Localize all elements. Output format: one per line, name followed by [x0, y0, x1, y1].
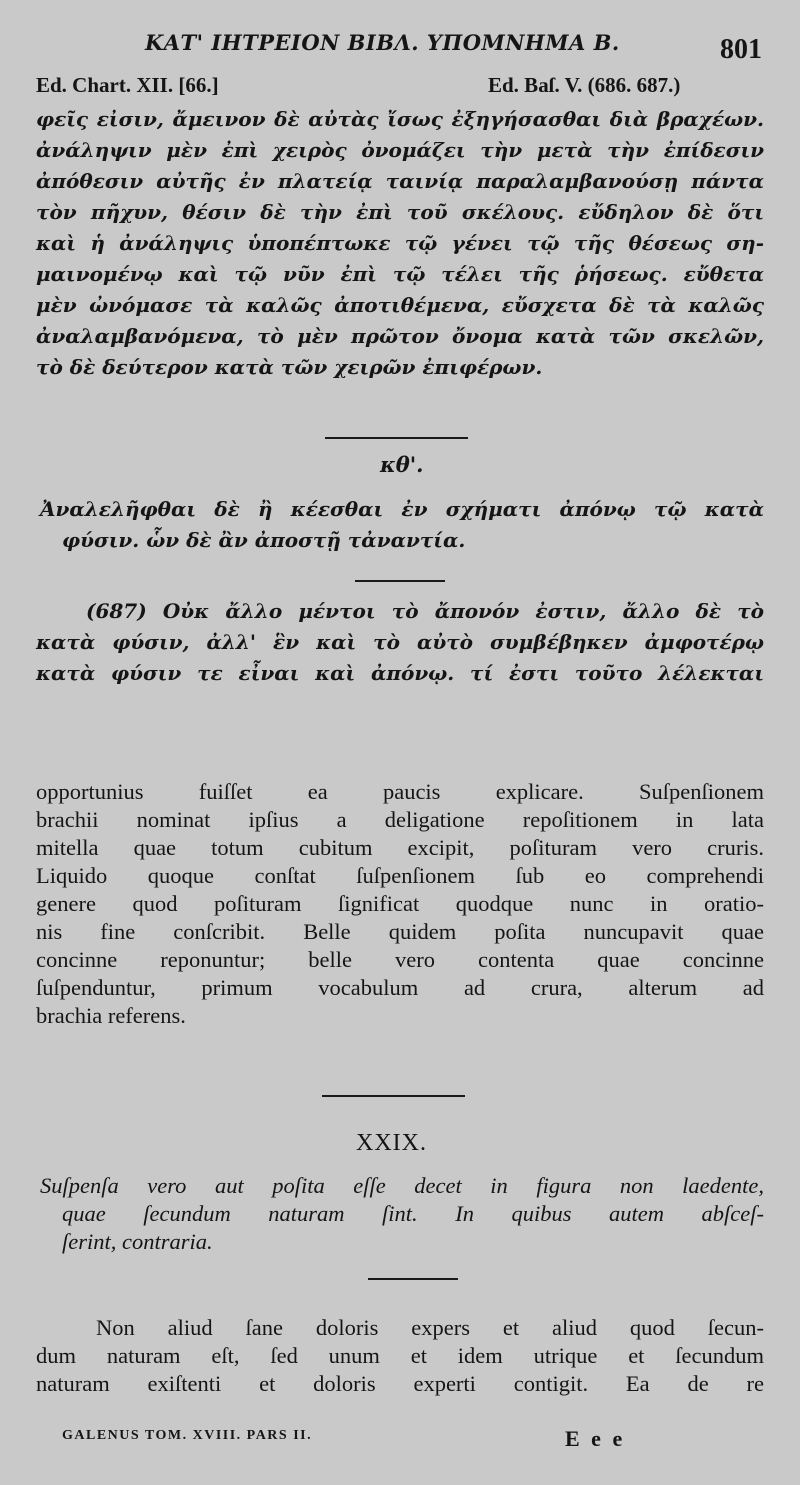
text-line: ἀναλαμβανόμενα, τὸ μὲν πρῶτον ὄνομα κατὰ τῶν σκελῶν,: [36, 324, 764, 348]
text-line: ſuſpenduntur, primum vocabulum ad crura, alterum ad: [36, 975, 764, 1000]
latin-lemma: [40, 1172, 764, 1256]
text-line: genere quod poſituram ſignificat quodque nunc in oratio-: [36, 891, 764, 916]
text-line: dum naturam eſt, ſed unum et idem utrique et ſecundum: [36, 1343, 764, 1368]
text-line: ἀνάληψιν μὲν ἐπὶ χειρὸς ὀνομάζει τὴν μετὰ τὴν ἐπίδεσιν: [36, 138, 764, 162]
text-line: καὶ ἡ ἀνάληψις ὑποπέπτωκε τῷ γένει τῷ τῆς θέσεως ση-: [36, 231, 764, 255]
page-number: 801: [720, 34, 762, 65]
section-divider: [368, 1278, 458, 1280]
running-title: ΚΑΤ' ΙΗΤΡΕΙΟΝ ΒΙΒΛ. ΥΠΟΜΝΗΜΑ Β.: [145, 30, 620, 55]
greek-commentary-2: [36, 596, 764, 689]
text-line: φύσιν. ὧν δὲ ἂν ἀποστῇ τἀναντία.: [62, 528, 466, 552]
text-line: ſerint, contraria.: [62, 1229, 213, 1254]
latin-section-number: XXIX.: [356, 1130, 427, 1156]
text-line: Ἀναλελῆφθαι δὲ ἢ κέεσθαι ἐν σχήματι ἀπόνῳ τῷ κατὰ: [40, 497, 764, 521]
text-line: κατὰ φύσιν, ἀλλ' ἓν καὶ τὸ αὐτὸ συμβέβηκεν ἀμφοτέρῳ: [36, 630, 764, 654]
greek-section-number: κθ'.: [380, 452, 424, 477]
text-line: φεῖς εἰσιν, ἄμεινον δὲ αὐτὰς ἴσως ἐξηγήσασθαι διὰ βραχέων.: [36, 107, 764, 131]
section-divider: [322, 1095, 465, 1097]
text-line: Non aliud ſane doloris expers et aliud quod ſecun-: [96, 1315, 764, 1340]
section-divider: [355, 580, 445, 582]
text-line: ἀπόθεσιν αὐτῆς ἐν πλατείᾳ ταινίᾳ παραλαμβανούσῃ πάντα: [36, 169, 764, 193]
edition-reference-basel: Ed. Baſ. V. (686. 687.): [488, 73, 681, 97]
text-line: nis fine conſcribit. Belle quidem poſita nuncupavit quae: [36, 919, 764, 944]
text-line: brachii nominat ipſius a deligatione repoſitionem in lata: [36, 807, 764, 832]
text-line: κατὰ φύσιν τε εἶναι καὶ ἀπόνῳ. τί ἐστι τοῦτο λέλεκται: [36, 661, 764, 685]
edition-reference-chartier: Ed. Chart. XII. [66.]: [36, 73, 219, 97]
signature-mark: E e e: [565, 1426, 626, 1451]
latin-commentary-1: [36, 778, 764, 1030]
text-line: Suſpenſa vero aut poſita eſſe decet in figura non laedente,: [40, 1173, 764, 1198]
text-line: τὸν πῆχυν, θέσιν δὲ τὴν ἐπὶ τοῦ σκέλους. εὔδηλον δὲ ὅτι: [36, 200, 764, 224]
text-line: quae ſecundum naturam ſint. In quibus autem abſceſ-: [62, 1201, 764, 1226]
text-line: brachia referens.: [36, 1003, 186, 1028]
text-line: (687) Οὐκ ἄλλο μέντοι τὸ ἄπονόν ἐστιν, ἄλλο δὲ τὸ: [86, 599, 764, 623]
text-line: naturam exiſtenti et doloris experti contigit. Ea de re: [36, 1371, 764, 1396]
text-line: Liquido quoque conſtat ſuſpenſionem ſub eo comprehendi: [36, 863, 764, 888]
latin-commentary-2: [36, 1314, 764, 1398]
text-line: mitella quae totum cubitum excipit, poſituram vero cruris.: [36, 835, 764, 860]
section-divider: [325, 437, 468, 439]
greek-lemma: [40, 494, 764, 556]
text-line: τὸ δὲ δεύτερον κατὰ τῶν χειρῶν ἐπιφέρων.: [36, 355, 543, 379]
text-line: opportunius fuiſſet ea paucis explicare. Suſpenſionem: [36, 779, 764, 804]
greek-commentary-1: [36, 104, 764, 383]
text-line: μαινομένῳ καὶ τῷ νῦν ἐπὶ τῷ τέλει τῆς ῥήσεως. εὔθετα: [36, 262, 764, 286]
volume-footer: GALENUS TOM. XVIII. PARS II.: [62, 1428, 313, 1443]
text-line: concinne reponuntur; belle vero contenta quae concinne: [36, 947, 764, 972]
text-line: μὲν ὠνόμασε τὰ καλῶς ἀποτιθέμενα, εὔσχετα δὲ τὰ καλῶς: [36, 293, 764, 317]
